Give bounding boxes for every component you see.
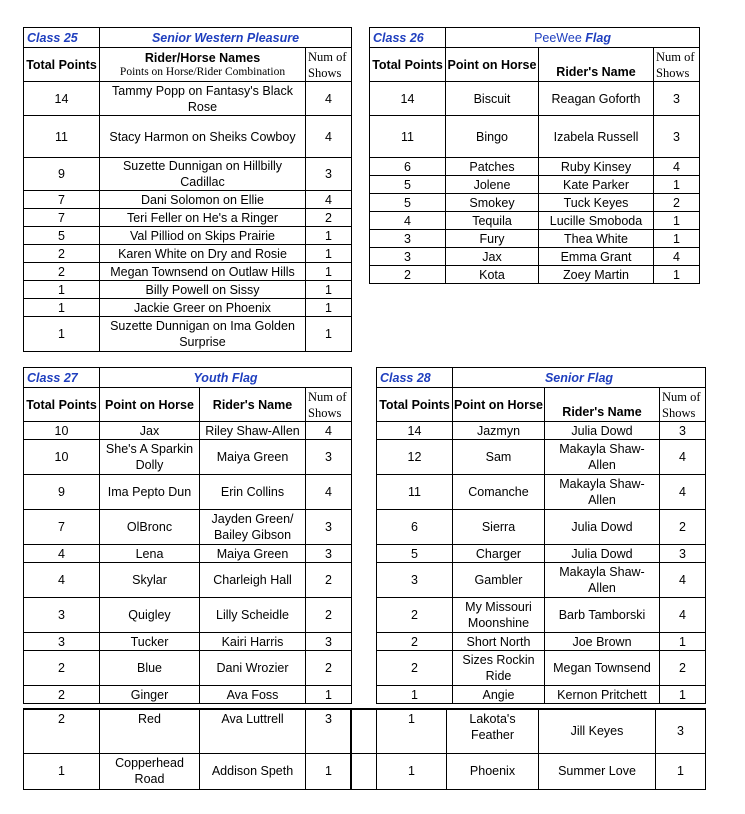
horse-cell: Smokey bbox=[446, 194, 539, 212]
table-row bbox=[24, 82, 352, 116]
horse-cell: Jolene bbox=[446, 176, 539, 194]
class-28-table bbox=[376, 367, 706, 704]
rider-cell: Reagan Goforth bbox=[539, 82, 654, 116]
shows-cell: 2 bbox=[306, 651, 352, 686]
class-title-plain: PeeWee bbox=[534, 30, 582, 45]
horse-cell: Tequila bbox=[446, 212, 539, 230]
shows-cell: 4 bbox=[306, 475, 352, 510]
horse-cell: OlBronc bbox=[100, 510, 200, 545]
rider-cell: Ava Foss bbox=[200, 686, 306, 704]
rider-cell: Addison Speth bbox=[200, 753, 306, 789]
rider-cell: Makayla Shaw-Allen bbox=[545, 440, 660, 475]
table-row bbox=[377, 475, 706, 510]
table-row bbox=[24, 317, 352, 352]
points-cell: 3 bbox=[377, 563, 453, 598]
rider-cell: Jill Keyes bbox=[539, 709, 656, 753]
points-cell: 2 bbox=[24, 709, 100, 753]
points-cell: 5 bbox=[370, 194, 446, 212]
points-cell: 5 bbox=[24, 227, 100, 245]
class-label: Class 27 bbox=[24, 368, 100, 388]
table-row bbox=[24, 263, 352, 281]
points-cell: 2 bbox=[24, 263, 100, 281]
horse-cell: Jax bbox=[446, 248, 539, 266]
table-row bbox=[24, 422, 352, 440]
points-cell: 4 bbox=[370, 212, 446, 230]
table-row bbox=[24, 545, 352, 563]
points-cell: 3 bbox=[24, 598, 100, 633]
class-title: Youth Flag bbox=[100, 368, 352, 388]
table-row bbox=[377, 633, 706, 651]
horse-cell: Jax bbox=[100, 422, 200, 440]
name-cell: Jackie Greer on Phoenix bbox=[100, 299, 306, 317]
table-row bbox=[377, 753, 706, 789]
shows-cell: 3 bbox=[306, 709, 352, 753]
shows-cell: 1 bbox=[656, 753, 706, 789]
rider-cell: Riley Shaw-Allen bbox=[200, 422, 306, 440]
horse-cell: Lena bbox=[100, 545, 200, 563]
header-point-on-horse: Point on Horse bbox=[453, 388, 545, 422]
name-cell: Stacy Harmon on Sheiks Cowboy bbox=[100, 116, 306, 158]
points-cell: 14 bbox=[377, 422, 453, 440]
points-cell: 2 bbox=[377, 633, 453, 651]
horse-cell: Comanche bbox=[453, 475, 545, 510]
table-row bbox=[24, 633, 352, 651]
header-point-on-horse: Point on Horse bbox=[100, 388, 200, 422]
shows-cell: 3 bbox=[306, 440, 352, 475]
class-title-italic: Flag bbox=[585, 30, 611, 45]
table-row bbox=[377, 686, 706, 704]
points-cell: 2 bbox=[377, 598, 453, 633]
horse-cell: Charger bbox=[453, 545, 545, 563]
name-cell: Megan Townsend on Outlaw Hills bbox=[100, 263, 306, 281]
table-row bbox=[377, 598, 706, 633]
rider-cell: Maiya Green bbox=[200, 545, 306, 563]
rider-cell: Zoey Martin bbox=[539, 266, 654, 284]
rider-cell: Lilly Scheidle bbox=[200, 598, 306, 633]
shows-cell: 4 bbox=[654, 158, 700, 176]
shows-cell: 3 bbox=[656, 709, 706, 753]
table-row bbox=[377, 563, 706, 598]
shows-cell: 1 bbox=[306, 317, 352, 352]
points-cell: 11 bbox=[377, 475, 453, 510]
rider-cell: Makayla Shaw-Allen bbox=[545, 563, 660, 598]
points-cell: 4 bbox=[24, 545, 100, 563]
table-row bbox=[370, 212, 700, 230]
empty-cell bbox=[351, 753, 377, 789]
table-row bbox=[24, 598, 352, 633]
class-label: Class 26 bbox=[370, 28, 446, 48]
header-num-shows: Num of Shows bbox=[306, 48, 352, 82]
class-label: Class 28 bbox=[377, 368, 453, 388]
points-cell: 12 bbox=[377, 440, 453, 475]
rider-cell: Tuck Keyes bbox=[539, 194, 654, 212]
table-row bbox=[24, 158, 352, 191]
table-row bbox=[24, 191, 352, 209]
table-row bbox=[370, 176, 700, 194]
rider-cell: Makayla Shaw-Allen bbox=[545, 475, 660, 510]
rider-cell: Maiya Green bbox=[200, 440, 306, 475]
name-cell: Val Pilliod on Skips Prairie bbox=[100, 227, 306, 245]
class-25-table bbox=[23, 27, 352, 352]
rider-cell: Joe Brown bbox=[545, 633, 660, 651]
class-27-extension-table bbox=[23, 708, 352, 790]
shows-cell: 4 bbox=[660, 475, 706, 510]
horse-cell: Blue bbox=[100, 651, 200, 686]
horse-cell: Quigley bbox=[100, 598, 200, 633]
header-rider-horse bbox=[100, 48, 306, 82]
table-row bbox=[377, 510, 706, 545]
rider-cell: Julia Dowd bbox=[545, 510, 660, 545]
shows-cell: 3 bbox=[306, 545, 352, 563]
class-28-extension-table bbox=[376, 708, 706, 790]
points-cell: 5 bbox=[370, 176, 446, 194]
rider-cell: Kairi Harris bbox=[200, 633, 306, 651]
header-riders-name: Rider's Name bbox=[200, 388, 306, 422]
shows-cell: 4 bbox=[306, 191, 352, 209]
shows-cell: 3 bbox=[654, 82, 700, 116]
header-num-shows: Num of Shows bbox=[306, 388, 352, 422]
shows-cell: 2 bbox=[654, 194, 700, 212]
shows-cell: 1 bbox=[660, 633, 706, 651]
rider-cell: Erin Collins bbox=[200, 475, 306, 510]
rider-cell: Ruby Kinsey bbox=[539, 158, 654, 176]
table-row bbox=[370, 116, 700, 158]
table-row bbox=[370, 248, 700, 266]
table-row bbox=[24, 227, 352, 245]
rider-cell: Barb Tamborski bbox=[545, 598, 660, 633]
rider-cell: Ava Luttrell bbox=[200, 709, 306, 753]
table-row bbox=[24, 651, 352, 686]
rider-cell: Emma Grant bbox=[539, 248, 654, 266]
points-cell: 10 bbox=[24, 440, 100, 475]
table-row bbox=[24, 245, 352, 263]
horse-cell: Kota bbox=[446, 266, 539, 284]
shows-cell: 3 bbox=[660, 422, 706, 440]
class-27-table bbox=[23, 367, 352, 704]
horse-cell: Red bbox=[100, 709, 200, 753]
rider-cell: Dani Wrozier bbox=[200, 651, 306, 686]
shows-cell: 1 bbox=[306, 227, 352, 245]
table-row bbox=[370, 230, 700, 248]
empty-cell bbox=[351, 709, 377, 753]
table-row bbox=[24, 510, 352, 545]
points-cell: 2 bbox=[24, 651, 100, 686]
table-row bbox=[24, 281, 352, 299]
horse-cell: Ginger bbox=[100, 686, 200, 704]
rider-cell: Lucille Smoboda bbox=[539, 212, 654, 230]
rider-cell: Thea White bbox=[539, 230, 654, 248]
rider-cell: Summer Love bbox=[539, 753, 656, 789]
class-26-table bbox=[369, 27, 700, 284]
points-cell: 1 bbox=[377, 709, 447, 753]
points-cell: 7 bbox=[24, 209, 100, 227]
table-row bbox=[24, 563, 352, 598]
shows-cell: 3 bbox=[306, 158, 352, 191]
horse-cell: Phoenix bbox=[447, 753, 539, 789]
horse-cell: Fury bbox=[446, 230, 539, 248]
table-row bbox=[24, 116, 352, 158]
shows-cell: 1 bbox=[306, 686, 352, 704]
points-cell: 11 bbox=[370, 116, 446, 158]
shows-cell: 2 bbox=[660, 510, 706, 545]
horse-cell: Bingo bbox=[446, 116, 539, 158]
name-cell: Tammy Popp on Fantasy's Black Rose bbox=[100, 82, 306, 116]
class-label: Class 25 bbox=[24, 28, 100, 48]
table-row bbox=[24, 209, 352, 227]
header-names: Rider/Horse Names bbox=[144, 51, 261, 65]
points-cell: 1 bbox=[24, 281, 100, 299]
spacer-table bbox=[350, 708, 377, 790]
points-cell: 6 bbox=[377, 510, 453, 545]
header-riders-name: Rider's Name bbox=[539, 48, 654, 82]
class-title: Senior Western Pleasure bbox=[100, 28, 352, 48]
shows-cell: 2 bbox=[306, 563, 352, 598]
rider-cell: Charleigh Hall bbox=[200, 563, 306, 598]
table-row bbox=[370, 266, 700, 284]
shows-cell: 4 bbox=[306, 422, 352, 440]
header-names-subtitle: Points on Horse/Rider Combination bbox=[119, 66, 286, 78]
table-row bbox=[24, 753, 352, 789]
rider-cell: Megan Townsend bbox=[545, 651, 660, 686]
table-row bbox=[377, 545, 706, 563]
horse-cell: She's A Sparkin Dolly bbox=[100, 440, 200, 475]
horse-cell: Copperhead Road bbox=[100, 753, 200, 789]
horse-cell: Ima Pepto Dun bbox=[100, 475, 200, 510]
shows-cell: 4 bbox=[306, 82, 352, 116]
name-cell: Karen White on Dry and Rosie bbox=[100, 245, 306, 263]
header-point-on-horse: Point on Horse bbox=[446, 48, 539, 82]
rider-cell: Julia Dowd bbox=[545, 422, 660, 440]
rider-cell: Kate Parker bbox=[539, 176, 654, 194]
points-cell: 3 bbox=[24, 633, 100, 651]
points-cell: 9 bbox=[24, 158, 100, 191]
header-riders-name: Rider's Name bbox=[545, 388, 660, 422]
shows-cell: 2 bbox=[306, 209, 352, 227]
shows-cell: 3 bbox=[660, 545, 706, 563]
shows-cell: 3 bbox=[306, 510, 352, 545]
shows-cell: 1 bbox=[306, 299, 352, 317]
points-cell: 2 bbox=[24, 686, 100, 704]
rider-cell: Izabela Russell bbox=[539, 116, 654, 158]
table-row bbox=[370, 82, 700, 116]
header-num-shows: Num of Shows bbox=[660, 388, 706, 422]
name-cell: Suzette Dunnigan on Hillbilly Cadillac bbox=[100, 158, 306, 191]
points-cell: 7 bbox=[24, 191, 100, 209]
table-row bbox=[24, 299, 352, 317]
points-cell: 1 bbox=[377, 753, 447, 789]
points-cell: 2 bbox=[24, 245, 100, 263]
points-cell: 6 bbox=[370, 158, 446, 176]
class-title bbox=[446, 28, 700, 48]
horse-cell: Angie bbox=[453, 686, 545, 704]
shows-cell: 4 bbox=[660, 598, 706, 633]
shows-cell: 4 bbox=[660, 563, 706, 598]
shows-cell: 1 bbox=[306, 281, 352, 299]
name-cell: Dani Solomon on Ellie bbox=[100, 191, 306, 209]
table-row bbox=[24, 440, 352, 475]
points-cell: 14 bbox=[370, 82, 446, 116]
points-cell: 11 bbox=[24, 116, 100, 158]
points-cell: 2 bbox=[370, 266, 446, 284]
table-row bbox=[377, 709, 706, 753]
horse-cell: Gambler bbox=[453, 563, 545, 598]
points-cell: 1 bbox=[24, 299, 100, 317]
horse-cell: Lakota's Feather bbox=[447, 709, 539, 753]
points-cell: 1 bbox=[24, 317, 100, 352]
horse-cell: Patches bbox=[446, 158, 539, 176]
horse-cell: My Missouri Moonshine bbox=[453, 598, 545, 633]
table-row bbox=[377, 651, 706, 686]
table-row bbox=[377, 440, 706, 475]
shows-cell: 3 bbox=[654, 116, 700, 158]
shows-cell: 1 bbox=[654, 230, 700, 248]
shows-cell: 1 bbox=[306, 753, 352, 789]
shows-cell: 3 bbox=[306, 633, 352, 651]
points-cell: 10 bbox=[24, 422, 100, 440]
shows-cell: 4 bbox=[654, 248, 700, 266]
points-cell: 3 bbox=[370, 230, 446, 248]
shows-cell: 1 bbox=[654, 176, 700, 194]
rider-cell: Kernon Pritchett bbox=[545, 686, 660, 704]
horse-cell: Biscuit bbox=[446, 82, 539, 116]
points-cell: 1 bbox=[24, 753, 100, 789]
name-cell: Suzette Dunnigan on Ima Golden Surprise bbox=[100, 317, 306, 352]
horse-cell: Tucker bbox=[100, 633, 200, 651]
horse-cell: Jazmyn bbox=[453, 422, 545, 440]
header-total-points: Total Points bbox=[377, 388, 453, 422]
shows-cell: 1 bbox=[306, 245, 352, 263]
name-cell: Billy Powell on Sissy bbox=[100, 281, 306, 299]
points-cell: 9 bbox=[24, 475, 100, 510]
rider-cell: Julia Dowd bbox=[545, 545, 660, 563]
horse-cell: Sierra bbox=[453, 510, 545, 545]
shows-cell: 1 bbox=[306, 263, 352, 281]
points-cell: 4 bbox=[24, 563, 100, 598]
horse-cell: Sizes Rockin Ride bbox=[453, 651, 545, 686]
points-cell: 5 bbox=[377, 545, 453, 563]
shows-cell: 1 bbox=[654, 212, 700, 230]
name-cell: Teri Feller on He's a Ringer bbox=[100, 209, 306, 227]
table-row bbox=[24, 709, 352, 753]
header-total-points: Total Points bbox=[370, 48, 446, 82]
points-cell: 1 bbox=[377, 686, 453, 704]
header-total-points: Total Points bbox=[24, 388, 100, 422]
points-cell: 3 bbox=[370, 248, 446, 266]
points-cell: 7 bbox=[24, 510, 100, 545]
shows-cell: 2 bbox=[306, 598, 352, 633]
table-row bbox=[24, 475, 352, 510]
rider-cell: Jayden Green/ Bailey Gibson bbox=[200, 510, 306, 545]
header-total-points: Total Points bbox=[24, 48, 100, 82]
points-cell: 14 bbox=[24, 82, 100, 116]
points-cell: 2 bbox=[377, 651, 453, 686]
header-num-shows: Num of Shows bbox=[654, 48, 700, 82]
table-row bbox=[377, 422, 706, 440]
class-title: Senior Flag bbox=[453, 368, 706, 388]
shows-cell: 1 bbox=[654, 266, 700, 284]
shows-cell: 1 bbox=[660, 686, 706, 704]
horse-cell: Short North bbox=[453, 633, 545, 651]
shows-cell: 4 bbox=[306, 116, 352, 158]
shows-cell: 2 bbox=[660, 651, 706, 686]
horse-cell: Skylar bbox=[100, 563, 200, 598]
table-row bbox=[370, 158, 700, 176]
horse-cell: Sam bbox=[453, 440, 545, 475]
shows-cell: 4 bbox=[660, 440, 706, 475]
table-row bbox=[24, 686, 352, 704]
table-row bbox=[370, 194, 700, 212]
